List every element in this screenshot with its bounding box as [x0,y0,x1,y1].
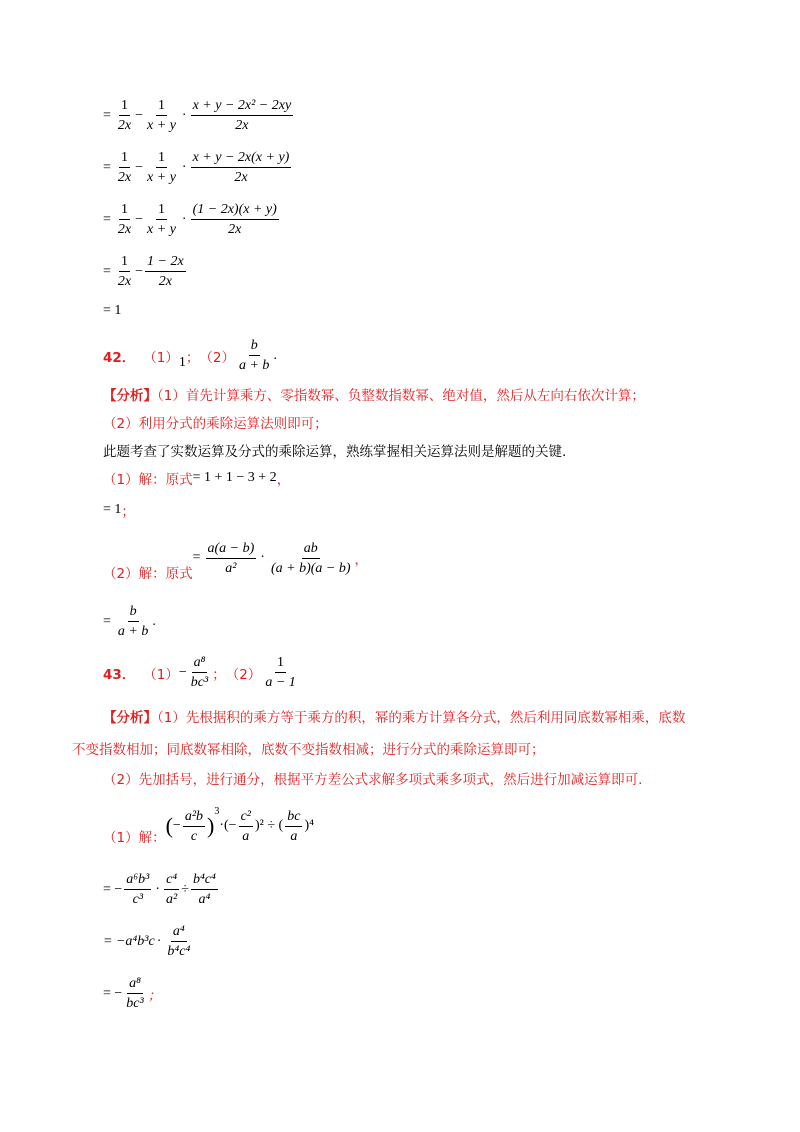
analysis-text: （2）先加括号，进行通分，根据平方差公式求解多项式乘多项式，然后进行加减运算即可. [103,772,643,788]
minus-sign: − [135,263,144,279]
fraction: $\frac{\text{c⁴}}{\text{a²}}$ [166,872,178,907]
question-number: 43． [103,666,136,683]
dot-operator: · [155,881,161,897]
part-label: （2） [199,349,235,366]
answer-fraction: $\frac{\text{a⁸}}{\text{bc³}}$ [190,655,209,690]
analysis-43 [103,704,723,732]
solution-43-step-1 [103,872,220,907]
fraction: $\frac{1}{x + y}$ [147,202,176,237]
equals-minus: = − [103,985,123,1001]
part-label: （2） [225,666,262,683]
period: . [273,347,277,363]
fraction: $\frac{1}{2x}$ [117,254,132,289]
part-label: （1） [143,349,179,366]
analysis-43-part2 [103,766,743,794]
punctuation: ， [276,472,291,488]
analysis-text: 此题考查了实数运算及分式的乘除运算，熟练掌握相关运算法则是解题的关键. [103,444,567,460]
answer-fraction: $\frac{b}{a + b}$ [238,338,270,373]
separator: ； [185,349,200,366]
answer-43 [103,655,300,690]
fraction: $\frac{\text{a⁴}}{\text{b⁴c⁴}}$ [167,924,191,959]
punctuation: ， [354,552,368,568]
dot-operator: · [156,933,162,949]
solution-42-1-result [103,500,135,520]
fraction: $\frac{\text{a²b}}{c}$ [184,808,204,844]
equals-sign: = [103,613,111,629]
analysis-42 [103,382,743,466]
fraction: $\frac{1}{x + y}$ [147,150,176,185]
solution-label: （2）解：原式 [103,566,193,582]
minus-sign: − [135,159,144,175]
fraction: $\frac{ab}{(a + b)(a - b)}$ [270,540,351,576]
analysis-text: （2）利用分式的乘除运算法则即可； [103,416,328,432]
punctuation: ； [121,504,135,520]
solution-label: （1）解：原式 [103,472,193,488]
derivation-result: = 1 [103,303,122,318]
fraction: $\frac{bc}{a}$ [287,808,301,844]
dot-operator: · [181,211,187,227]
analysis-text: （1）先根据积的乘方等于乘方的积，幂的乘方计算各分式，然后利用同底数幂相乘，底数 [157,710,686,726]
fraction: $\frac{b}{a + b}$ [117,604,149,639]
dot-operator: · [181,107,187,123]
minus-sign: − [135,107,144,123]
period: . [152,613,156,629]
answer-42 [103,338,277,373]
answer-value: 1 [178,354,186,370]
equals-sign: = [103,211,111,227]
expression: )² ÷ ( [255,818,284,833]
equals-minus: = − [103,881,123,897]
left-paren: ( [165,813,173,838]
expression: = 1 [103,502,122,517]
analysis-43-cont [72,736,732,764]
fraction: $\frac{x + y - 2x(x + y)}{2x}$ [192,150,290,185]
solution-43-step-2 [103,924,194,959]
dot-operator: · [181,159,187,175]
expression: = 1 + 1 − 3 + 2 [192,470,277,485]
equals-sign: = [103,263,111,279]
fraction: $\frac{1}{2x}$ [117,98,132,133]
fraction: $\frac{1}{x + y}$ [147,98,176,133]
divide-sign: ÷ [181,881,189,897]
dot-operator: · [260,550,265,565]
punctuation: ； [147,987,162,1004]
fraction: $\frac{1 - 2x}{2x}$ [147,254,184,289]
equals-sign: = [103,107,111,123]
analysis-text: 不变指数相加；同底数幂相除，底数不变指数相减；进行分式的乘除运算即可； [72,742,545,758]
derivation-step-1 [103,98,295,133]
fraction: $\frac{\text{a⁸}}{\text{bc³}}$ [126,976,144,1011]
equals-sign: = [192,550,201,565]
part-label: （1） [143,666,179,683]
equals-sign: = [103,159,111,175]
fraction: $\frac{\text{b⁴c⁴}}{\text{a⁴}}$ [192,872,216,907]
answer-fraction: $\frac{1}{a - 1}$ [265,655,296,690]
derivation-step-2 [103,150,293,185]
solution-42-1 [103,468,290,488]
fraction: $\frac{\text{x + y − 2x² − 2xy}}{2x}$ [192,98,292,133]
fraction: $\frac{1}{2x}$ [117,150,132,185]
analysis-tag: 【分析】 [103,388,157,404]
fraction: $\frac{\text{c²}}{a}$ [240,808,252,844]
derivation-step-4 [103,254,188,289]
minus-sign: − [178,664,187,680]
solution-43-1: （1）解： ( − $\frac{\text{a²b}}{c}$ ) 3 ·(− $\frac{\text{c²}}{a}$ )² ÷ ( $\frac{bc}{a}$ )⁴ [103,806,314,846]
solution-43-step-3 [103,976,161,1011]
expression: = −a⁴b³c [103,933,155,949]
expression: ·(− [219,818,237,833]
minus-sign: − [135,211,144,227]
analysis-text: （1）首先计算乘方、零指数幂、负整数指数幂、绝对值，然后从左向右依次计算； [157,388,645,404]
fraction: $\frac{1}{2x}$ [117,202,132,237]
solution-42-2-result [103,604,156,639]
derivation-step-3 [103,202,281,237]
solution-42-2 [103,534,368,582]
question-number: 42． [103,349,136,366]
separator: ； [212,666,226,683]
fraction: $\frac{a(a - b)}{\text{a²}}$ [207,540,255,576]
exponent: 3 [214,806,220,817]
right-paren: ) [207,813,215,838]
fraction: $\frac{\text{a⁶b³}}{\text{c³}}$ [126,872,150,907]
expression: )⁴ [304,818,314,833]
analysis-tag: 【分析】 [103,710,157,726]
fraction: $\frac{(1 - 2x)(x + y)}{2x}$ [192,202,277,237]
solution-label: （1）解： [103,830,166,846]
